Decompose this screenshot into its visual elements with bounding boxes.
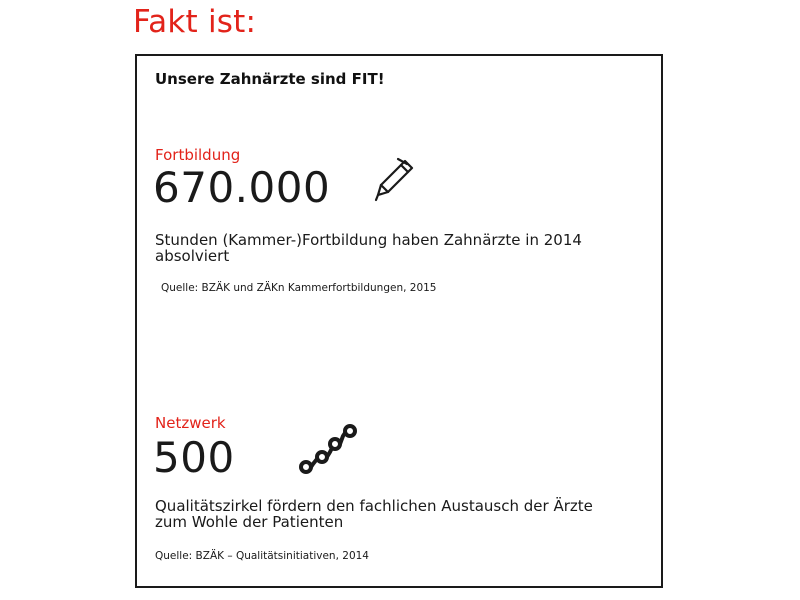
headline: Fakt ist: [133, 4, 257, 40]
pen-icon [374, 157, 416, 203]
description-line: absolviert [155, 247, 230, 265]
card-title: Unsere Zahnärzte sind FIT! [155, 70, 385, 88]
description-line: Stunden (Kammer-)Fortbildung haben Zahnärzte in 2014 [155, 231, 582, 249]
description-line: zum Wohle der Patienten [155, 513, 344, 531]
description-fortbildung [155, 232, 655, 264]
network-icon [297, 422, 359, 478]
source-fortbildung: Quelle: BZÄK und ZÄKn Kammerfortbildungen, 2015 [161, 282, 437, 294]
section-label-netzwerk: Netzwerk [155, 414, 226, 432]
stat-number-netzwerk: 500 [153, 433, 235, 482]
source-netzwerk: Quelle: BZÄK – Qualitätsinitiativen, 2014 [155, 550, 369, 562]
section-label-fortbildung: Fortbildung [155, 146, 241, 164]
stat-number-fortbildung: 670.000 [153, 163, 331, 212]
description-line: Qualitätszirkel fördern den fachlichen Austausch der Ärzte [155, 497, 593, 515]
fact-card [135, 54, 663, 588]
description-netzwerk [155, 498, 655, 530]
